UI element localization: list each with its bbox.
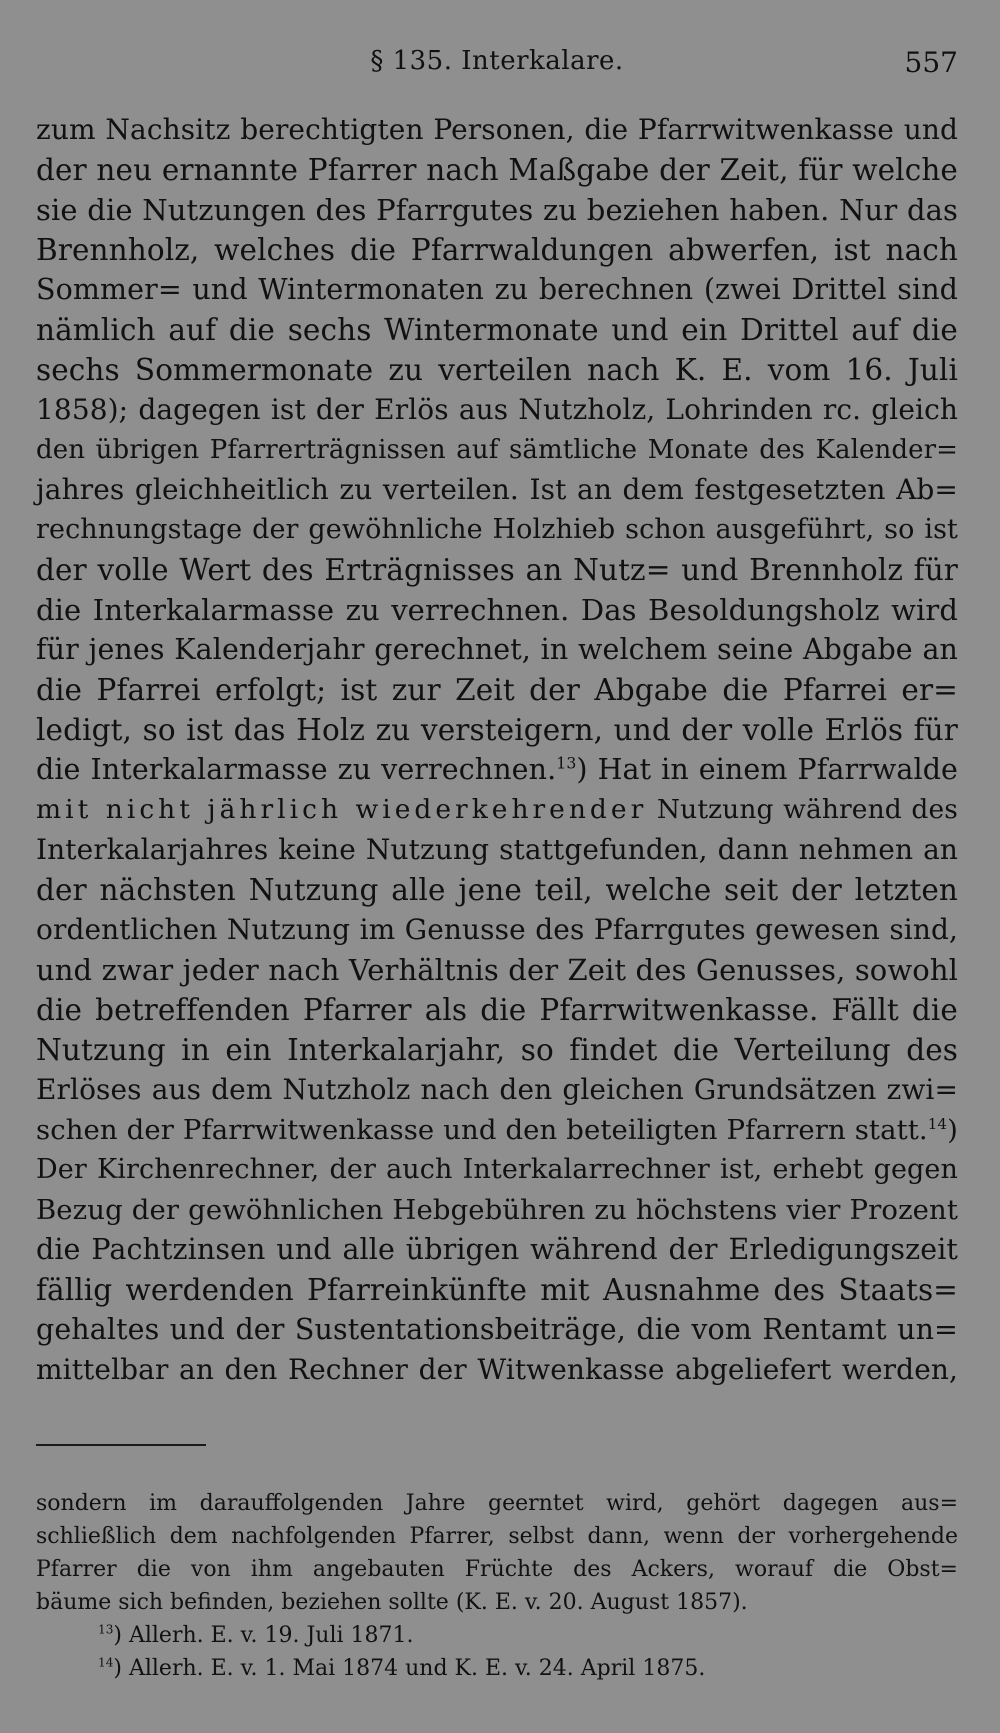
page-header (36, 46, 958, 86)
text-line: Nutzung in ein Interkalarjahr, so findet die Verteilung des (36, 1033, 958, 1067)
text-line: Brennholz, welches die Pfarrwaldungen abwerfen, ist nach (36, 233, 958, 267)
text-line: sie die Nutzungen des Pfarrgutes zu beziehen haben. Nur das (36, 193, 958, 227)
text-line: zum Nachsitz berechtigten Personen, die Pfarrwitwenkasse und (36, 113, 958, 146)
footnote-line: schließlich dem nachfolgenden Pfarrer, selbst dann, wenn der vorhergehende (36, 1524, 958, 1549)
text-line: die Interkalarmasse zu verrechnen. Das Besoldungsholz wird (36, 593, 958, 627)
page-number: 557 (904, 46, 958, 79)
footnotes (36, 1487, 958, 1685)
text-line: nämlich auf die sechs Wintermonate und ein Drittel auf die (36, 313, 958, 347)
text-line: der nächsten Nutzung alle jene teil, welche seit der letzten (36, 873, 958, 907)
line-text: die Interkalarmasse zu verrechnen. (36, 753, 557, 786)
text-line: die Pfarrei erfolgt; ist zur Zeit der Abgabe die Pfarrei er= (36, 673, 958, 707)
text-line: jahres gleichheitlich zu verteilen. Ist an dem festgesetzten Ab= (36, 473, 958, 506)
text-line: Interkalarjahres keine Nutzung stattgefunden, dann nehmen an (36, 833, 958, 866)
footnote-rule (36, 1444, 206, 1446)
text-line: Bezug der gewöhnlichen Hebgebühren zu höchstens vier Prozent (36, 1194, 958, 1226)
footnote-ref-13: 13 (556, 753, 577, 773)
text-line (36, 750, 958, 790)
footnote-text: ) Allerh. E. v. 19. Juli 1871. (113, 1623, 414, 1648)
text-line: der volle Wert des Erträgnisses an Nutz= und Brennholz für (36, 553, 958, 587)
text-line: ordentlichen Nutzung im Genusse des Pfarrgutes gewesen sind, (36, 913, 958, 946)
text-line: sechs Sommermonate zu verteilen nach K. E. vom 16. Juli (36, 353, 958, 387)
text-line: die betreffenden Pfarrer als die Pfarrwitwenkasse. Fällt die (36, 993, 958, 1027)
text-line: Der Kirchenrechner, der auch Interkalarrechner ist, erhebt gegen (36, 1154, 958, 1185)
emphasized-text: mit nicht jährlich wiederkehrender (36, 794, 648, 825)
line-text: Nutzung während des (647, 794, 958, 825)
text-line: die Pachtzinsen und alle übrigen während der Erledigungszeit (36, 1233, 958, 1266)
text-line: Erlöses aus dem Nutzholz nach den gleichen Grundsätzen zwi= (36, 1073, 958, 1106)
text-line: den übrigen Pfarrerträgnissen auf sämtliche Monate des Kalender= (36, 435, 958, 465)
text-line: und zwar jeder nach Verhältnis der Zeit des Genusses, sowohl (36, 953, 958, 987)
text-line: ledigt, so ist das Holz zu versteigern, und der volle Erlös für (36, 713, 958, 747)
line-text: ) Hat in einem Pfarrwalde (576, 753, 959, 786)
text-line: für jenes Kalenderjahr gerechnet, in welchem seine Abgabe an (36, 633, 958, 666)
footnote-line: sondern im darauffolgenden Jahre geerntet wird, gehört dagegen aus= (36, 1491, 958, 1516)
text-line (36, 790, 958, 830)
text-line: rechnungstage der gewöhnliche Holzhieb schon ausgeführt, so ist (36, 514, 958, 545)
footnote-mark-13: 13 (98, 1622, 114, 1637)
running-head: § 135. Interkalare. (370, 46, 624, 76)
text-line: mittelbar an den Rechner der Witwenkasse abgeliefert werden, (36, 1353, 958, 1386)
footnote-13 (36, 1619, 958, 1652)
text-line: 1858); dagegen ist der Erlös aus Nutzholz, Lohrinden rc. gleich (36, 393, 958, 426)
text-line: fällig werdenden Pfarreinkünfte mit Ausnahme des Staats= (36, 1273, 958, 1307)
text-line: Sommer= und Wintermonaten zu berechnen (zwei Drittel sind (36, 273, 958, 306)
footnote-line: bäume sich befinden, beziehen sollte (K. E. v. 20. August 1857). (36, 1590, 748, 1615)
footnote-ref-14: 14 (927, 1114, 948, 1133)
text-line: gehaltes und der Sustentationsbeiträge, die vom Rentamt un= (36, 1313, 958, 1346)
footnote-14 (36, 1652, 958, 1685)
text-line (36, 1110, 958, 1150)
line-text: schen der Pfarrwitwenkasse und den beteiligten Pfarrern statt. (36, 1114, 928, 1146)
line-text: ) (947, 1114, 958, 1146)
text-line: der neu ernannte Pfarrer nach Maßgabe der Zeit, für welche (36, 153, 958, 187)
footnote-text: ) Allerh. E. v. 1. Mai 1874 und K. E. v. 24. April 1875. (113, 1656, 706, 1681)
footnote-mark-14: 14 (98, 1655, 114, 1670)
footnote-line: Pfarrer die von ihm angebauten Früchte des Ackers, worauf die Obst= (36, 1557, 958, 1582)
main-text (36, 110, 958, 1390)
